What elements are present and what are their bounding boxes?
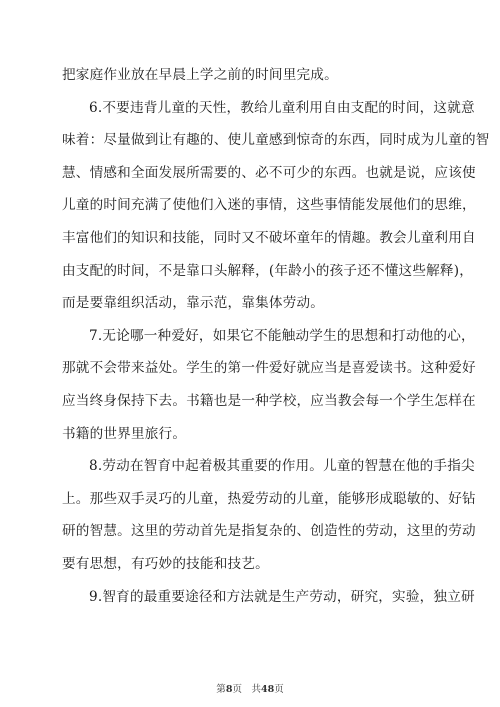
text-line: 味着：尽量做到让有趣的、使儿童感到惊奇的东西，同时成为儿童的智 <box>62 132 490 149</box>
text-line: 研的智慧。这里的劳动首先是指复杂的、创造性的劳动，这里的劳动 <box>62 523 476 540</box>
paragraph <box>62 585 475 618</box>
text-line: 书籍的世界里旅行。 <box>62 425 187 442</box>
total-pages-number: 48 <box>260 684 275 695</box>
text-line: 7.无论哪一种爱好，如果它不能触动学生的思想和打动他的心， <box>89 327 475 344</box>
page-footer <box>0 681 500 695</box>
text-line: 要有思想，有巧妙的技能和技艺。 <box>62 555 269 572</box>
text-line: 由支配的时间，不是靠口头解释，(年龄小的孩子还不懂这些解释)， <box>62 262 474 279</box>
paragraph <box>62 63 438 96</box>
text-line: 儿童的时间充满了使他们入迷的事情，这些事情能发展他们的思维， <box>62 197 476 214</box>
text-line: 把家庭作业放在早晨上学之前的时间里完成。 <box>62 67 338 83</box>
document-body <box>62 63 490 617</box>
current-page-number: 8 <box>225 684 233 695</box>
text-line: 慧、情感和全面发展所需要的、必不可少的东西。也就是说，应该使 <box>62 164 476 181</box>
paragraph <box>62 454 476 584</box>
paragraph <box>62 96 490 324</box>
text-line: 上。那些双手灵巧的儿童，热爱劳动的儿童，能够形成聪敏的、好钻 <box>62 490 476 507</box>
paragraph <box>62 324 476 454</box>
text-line: 那就不会带来益处。学生的第一件爱好就应当是喜爱读书。这种爱好 <box>62 360 476 377</box>
text-line: 而是要靠组织活动，靠示范，靠集体劳动。 <box>62 295 325 312</box>
footer-mid: 页 共 <box>232 684 261 695</box>
footer-prefix: 第 <box>216 684 226 695</box>
text-line: 应当终身保持下去。书籍也是一种学校，应当教会每一个学生怎样在 <box>62 392 476 409</box>
text-line: 6.不要违背儿童的天性，教给儿童利用自由支配的时间，这就意 <box>89 99 475 116</box>
text-line: 丰富他们的知识和技能，同时又不破坏童年的情趣。教会儿童利用自 <box>62 229 476 246</box>
footer-suffix: 页 <box>274 684 284 695</box>
text-line: 9.智育的最重要途径和方法就是生产劳动，研究，实验，独立研 <box>89 588 475 605</box>
text-line: 8.劳动在智育中起着极其重要的作用。儿童的智慧在他的手指尖 <box>89 458 475 475</box>
